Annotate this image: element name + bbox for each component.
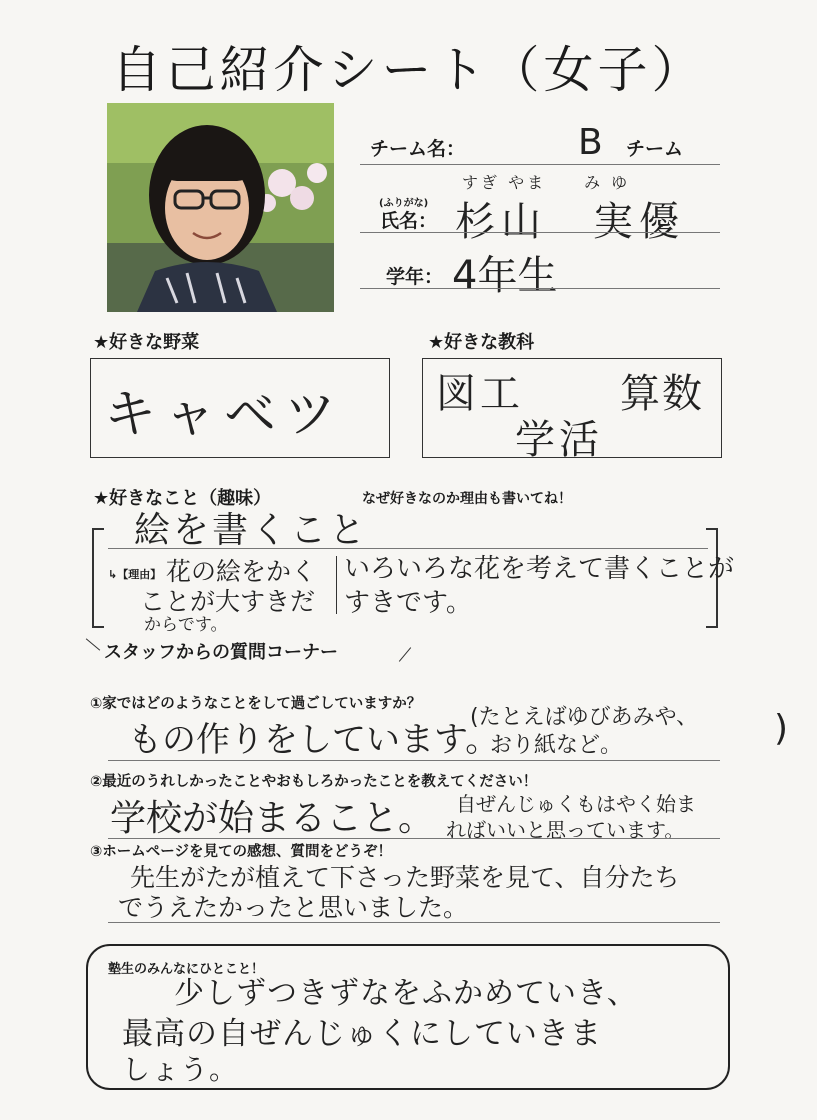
team-underline [360,164,720,165]
qa-slash-right [399,647,411,661]
grade-label: 学年： [386,266,444,288]
sheet-title: 自己紹介シート（女子） [111,41,706,99]
subject-heading: ★好きな教科 [428,332,535,353]
subject-answer-3: 学活 [515,417,603,463]
reason-line-2: ことが大すきだ [140,587,316,616]
hobby-note: なぜ好きなのか理由も書いてね！ [362,491,572,507]
answer-1-close: ) [774,708,789,749]
answer-1-paren-2: おり紙など。 [490,733,623,758]
message-line-3: しょう。 [122,1053,239,1086]
profile-photo [107,103,334,312]
answer-3-line-1: 先生がたが植えて下さった野菜を見て、自分たち [130,863,680,892]
reason-divider [336,556,337,614]
grade-value: 4年生 [452,253,558,299]
question-2: ②最近のうれしかったことやおもしろかったことを教えてください！ [90,774,538,790]
subject-answer-2: 算数 [620,371,704,417]
hobby-answer: 絵を書くこと [134,510,369,551]
reason-line-4: いろいろな花を考えて書くことが [344,554,735,584]
team-value: B [578,122,603,163]
answer-1-underline [108,760,720,761]
team-label: チーム名： [370,138,466,160]
name-value: 杉山 実優 [455,199,685,245]
answer-3-line-2: でうえたかったと思いました。 [118,893,469,922]
subject-answer-1: 図工 [436,371,524,417]
reason-line-1: 花の絵をかく [166,557,317,586]
qa-heading: スタッフからの質問コーナー [104,642,338,663]
answer-2-small-1: 自ぜんじゅくもはやく始ま [456,792,696,816]
answer-1-main: もの作りをしています。 [128,720,500,760]
vegetable-heading: ★好きな野菜 [93,332,200,353]
question-3: ③ホームページを見ての感想、質問をどうぞ！ [90,844,392,860]
vegetable-answer: キャベツ [104,385,345,445]
grade-underline [360,288,720,289]
furigana-label: (ふりがな) [379,198,429,209]
answer-2-main: 学校が始まること。 [110,798,435,839]
name-furigana: すぎ やま み ゆ [462,173,631,192]
answer-2-small-2: ればいいと思っています。 [446,818,685,842]
hobby-heading: ★好きなこと（趣味） [93,488,272,509]
hobby-bracket-left [92,528,104,628]
reason-label: ↳【理由】 [108,568,162,581]
team-suffix: チーム [626,138,684,160]
name-label: 氏名： [380,210,438,232]
reason-line-3: からです。 [144,615,228,635]
message-line-1: 少しずつきずなをふかめていき、 [174,976,638,1011]
name-underline [360,232,720,233]
question-1: ①家ではどのようなことをして過ごしていますか？ [90,696,422,712]
message-line-2: 最高の自ぜんじゅくにしていきま [122,1016,602,1052]
reason-line-5: すきです。 [344,588,472,618]
answer-1-paren: (たとえばゆびあみや、 [470,705,699,730]
answer-3-underline [108,922,720,923]
answer-2-underline [108,838,720,839]
qa-slash-left [86,638,100,650]
message-heading: 塾生のみんなにひとこと！ [108,962,265,977]
